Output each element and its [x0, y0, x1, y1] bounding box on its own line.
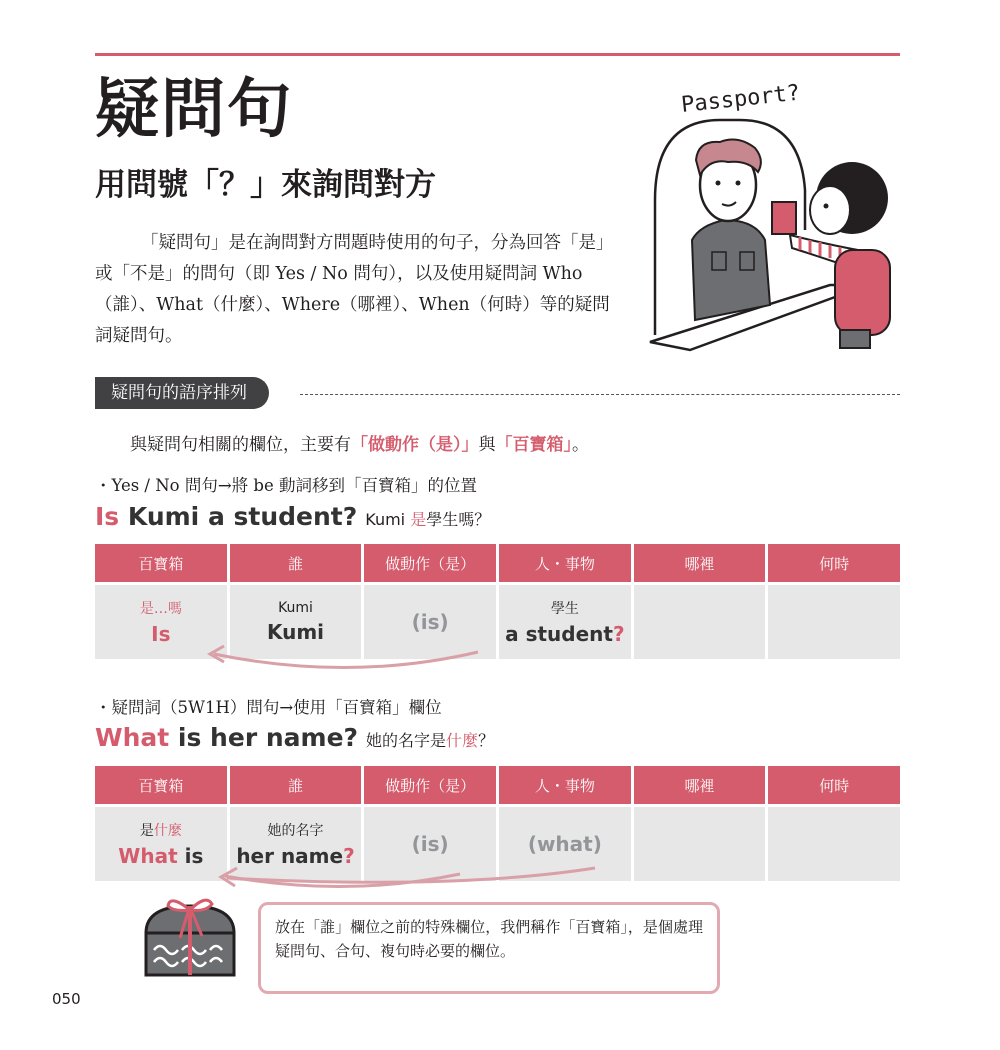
table-cell	[634, 807, 766, 881]
table-header: 哪裡	[634, 766, 766, 804]
intro-paragraph: 「疑問句」是在詢問對方問題時使用的句子，分為回答「是」或「不是」的問句（即 Yes / No 問句），以及使用疑問詞 Who（誰）、What（什麼）、Where（哪裡）、When（何時）等的疑問詞疑問句。	[95, 233, 610, 346]
table-cell: (is)	[364, 807, 496, 881]
table-header: 百寶箱	[95, 544, 227, 582]
table-cell: 她的名字 her name?	[230, 807, 362, 881]
table-cell	[768, 807, 900, 881]
treasure-chest-icon	[140, 898, 240, 980]
table-header: 哪裡	[634, 544, 766, 582]
section-heading: 疑問句的語序排列	[95, 377, 269, 409]
table-header: 誰	[230, 766, 362, 804]
table-header: 何時	[768, 766, 900, 804]
table-header: 人・事物	[499, 766, 631, 804]
table-cell: 是…嗎 Is	[95, 585, 227, 659]
example2-bullet: ・疑問詞（5W1H）問句→使用「百寶箱」欄位	[95, 698, 442, 717]
section-divider	[300, 394, 900, 395]
example2-sentence: What is her name? 她的名字是什麼？	[95, 723, 495, 752]
section-lead: 與疑問句相關的欄位，主要有「做動作（是）」與「百寶箱」。	[130, 435, 589, 455]
page-title: 疑問句	[95, 73, 293, 147]
speech-text: Passport?	[680, 80, 802, 118]
table-cell: Kumi Kumi	[230, 585, 362, 659]
example1-sentence: Is Kumi a student? Kumi 是學生嗎？	[95, 502, 491, 531]
table-cell: 是什麼 What is	[95, 807, 227, 881]
note-callout: 放在「誰」欄位之前的特殊欄位，我們稱作「百寶箱」，是個處理疑問句、合句、複句時必要的欄位。	[258, 902, 720, 994]
example1-bullet: ・Yes / No 問句→將 be 動詞移到「百寶箱」的位置	[95, 476, 477, 495]
table-cell	[634, 585, 766, 659]
move-arrows-2	[205, 860, 605, 896]
table-cell	[768, 585, 900, 659]
example1-translation: Kumi 是學生嗎？	[365, 510, 491, 529]
table-header: 人・事物	[499, 544, 631, 582]
table-header: 百寶箱	[95, 766, 227, 804]
table-header: 做動作（是）	[364, 544, 496, 582]
move-arrow-1	[200, 640, 490, 675]
table-header: 誰	[230, 544, 362, 582]
page-number: 050	[52, 990, 81, 1008]
table-cell: (what)	[499, 807, 631, 881]
passport-illustration	[630, 80, 910, 360]
example2-translation: 她的名字是什麼？	[366, 731, 495, 750]
table-header: 何時	[768, 544, 900, 582]
table-cell: 學生 a student?	[499, 585, 631, 659]
table-cell: (is)	[364, 585, 496, 659]
top-rule	[95, 53, 900, 56]
table-header: 做動作（是）	[364, 766, 496, 804]
page-subtitle: 用問號「？」來詢問對方	[95, 167, 436, 203]
